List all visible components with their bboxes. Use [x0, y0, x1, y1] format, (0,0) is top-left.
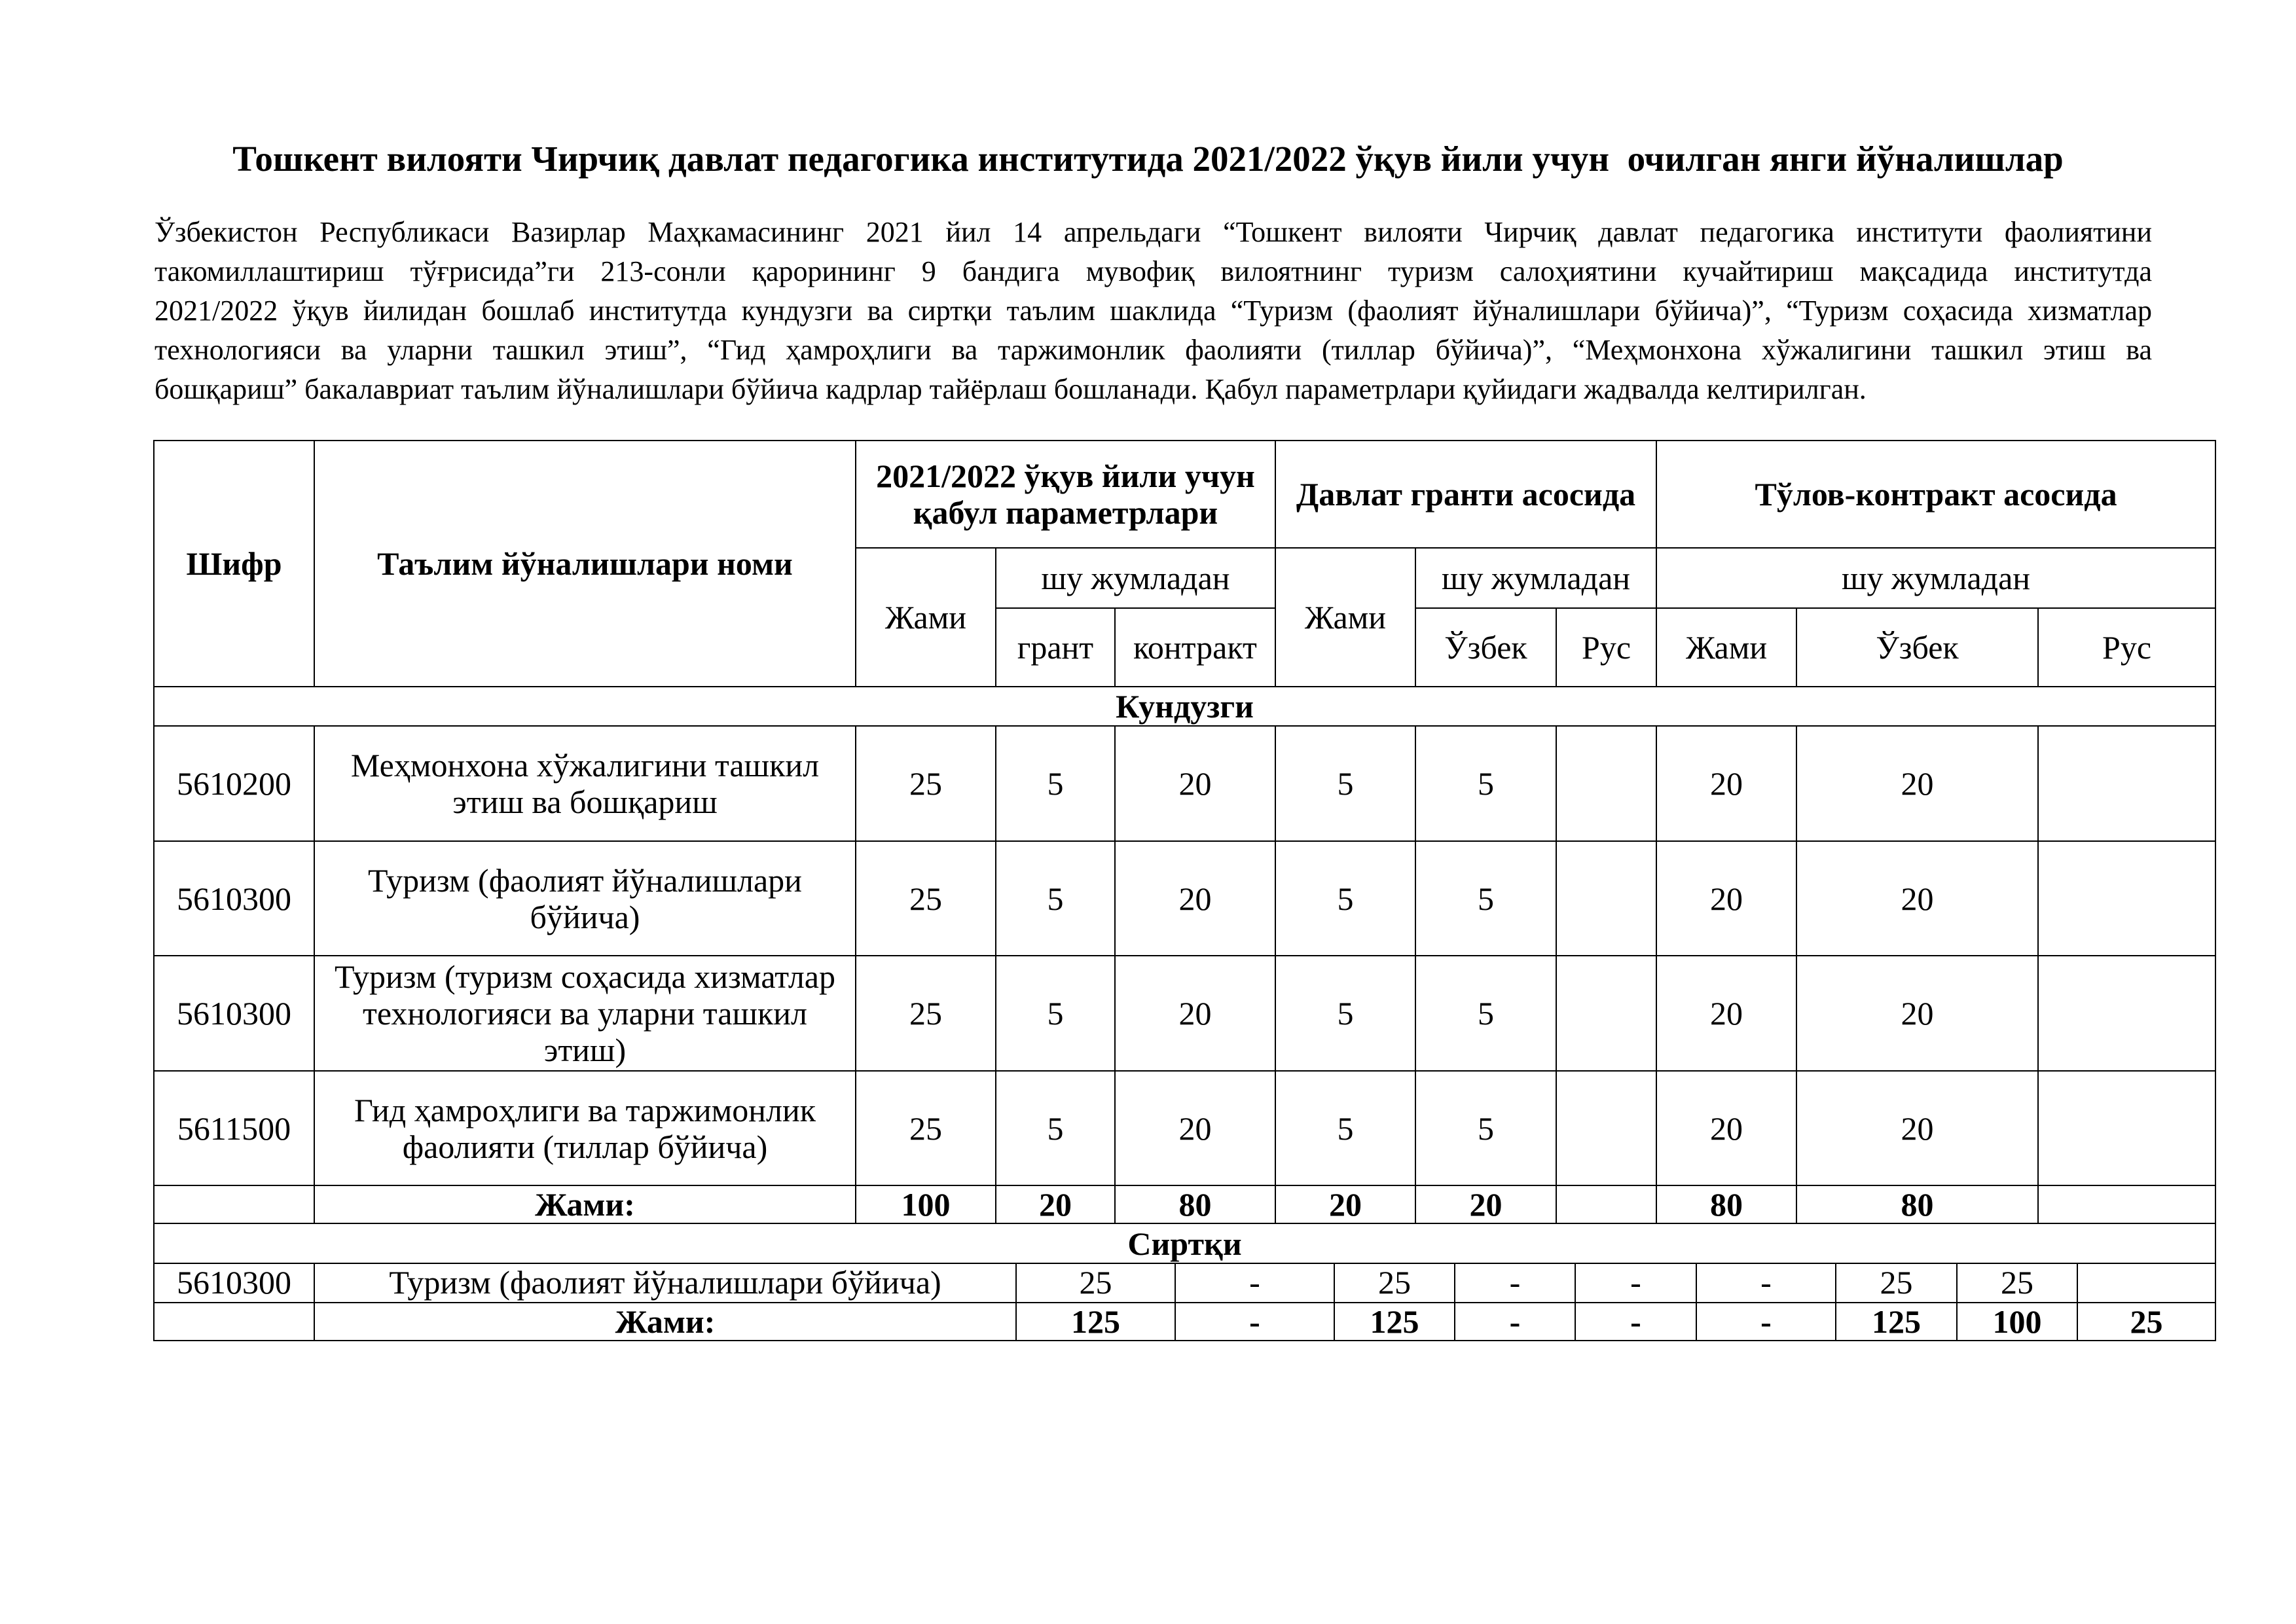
- intro-line: 2021/2022 ўқув йилидан бошлаб институтда кундузги ва сиртқи таълим шаклида “Туризм (фаолият йўналишлари бўйича)”, “Туризм соҳасида хизматлар: [155, 295, 2152, 327]
- admission-grant: 20: [996, 1185, 1115, 1223]
- program-code: 5610300: [154, 841, 314, 956]
- intro-line: бошқариш” бакалавриат таълим йўналишлари бўйича кадрлар тайёрлаш бошланади. Қабул параметрлари қуйидаги жадвалда келтирилган.: [155, 373, 1867, 405]
- table-row: [154, 1263, 2215, 1303]
- state-grant-total: -: [1455, 1303, 1575, 1341]
- contract-russian: [2038, 956, 2215, 1071]
- contract-total: 20: [1656, 1071, 1796, 1185]
- header-contract-total: Жами: [1656, 608, 1796, 687]
- state-grant-uzbek: 5: [1415, 956, 1556, 1071]
- header-admission-including: шу жумладан: [996, 548, 1275, 608]
- program-name: Туризм (фаолият йўналишлари бўйича): [314, 1263, 1016, 1303]
- contract-russian: [2038, 1185, 2215, 1223]
- contract-uzbek: 20: [1796, 1071, 2038, 1185]
- admission-total: 25: [1016, 1263, 1175, 1303]
- total-label: Жами:: [314, 1303, 1016, 1341]
- admission-table: [153, 440, 2216, 1264]
- admission-total: 25: [856, 1071, 996, 1185]
- admission-total: 100: [856, 1185, 996, 1223]
- program-name: Меҳмонхона хўжалигини ташкил этиш ва бошқариш: [314, 726, 856, 841]
- empty-cell: [154, 1185, 314, 1223]
- admission-grant: -: [1175, 1303, 1334, 1341]
- state-grant-russian: [1556, 726, 1656, 841]
- header-admission-line: қабул параметрлари: [913, 494, 1218, 531]
- admission-grant: -: [1175, 1263, 1334, 1303]
- program-name: Гид ҳамроҳлиги ва таржимонлик фаолияти (тиллар бўйича): [314, 1071, 856, 1185]
- state-grant-russian: -: [1696, 1303, 1836, 1341]
- contract-total: 20: [1656, 726, 1796, 841]
- admission-grant: 5: [996, 841, 1115, 956]
- header-code: Шифр: [154, 441, 314, 687]
- total-row: [154, 1303, 2215, 1341]
- header-admission-line: 2021/2022 ўқув йили учун: [876, 458, 1255, 494]
- state-grant-russian: [1556, 1185, 1656, 1223]
- contract-total: 125: [1836, 1303, 1957, 1341]
- admission-grant: 5: [996, 1071, 1115, 1185]
- document-title: Тошкент вилояти Чирчиқ давлат педагогика институтида 2021/2022 ўқув йили учун очилган янги йўналишлар: [232, 139, 2064, 179]
- table-row: [154, 956, 2215, 1071]
- header-contract-including: шу жумладан: [1656, 548, 2215, 608]
- header-contract-uzbek: Ўзбек: [1796, 608, 2038, 687]
- admission-contract: 20: [1115, 956, 1275, 1071]
- header-admission-parameters: [856, 441, 1275, 548]
- admission-contract: 125: [1334, 1303, 1455, 1341]
- section-correspondence-label: Сиртқи: [154, 1223, 2215, 1263]
- table-row: [154, 726, 2215, 841]
- state-grant-russian: [1556, 841, 1656, 956]
- header-program-name: Таълим йўналишлари номи: [314, 441, 856, 687]
- header-state-grant-russian: Рус: [1556, 608, 1656, 687]
- header-state-grant-uzbek: Ўзбек: [1415, 608, 1556, 687]
- state-grant-uzbek: 5: [1415, 1071, 1556, 1185]
- header-paid-contract: Тўлов-контракт асосида: [1656, 441, 2215, 548]
- admission-contract: 20: [1115, 1071, 1275, 1185]
- state-grant-total: 5: [1275, 841, 1415, 956]
- empty-cell: [154, 1303, 314, 1341]
- state-grant-total: -: [1455, 1263, 1575, 1303]
- state-grant-uzbek: -: [1575, 1303, 1696, 1341]
- contract-russian: [2038, 726, 2215, 841]
- table-row: [154, 1071, 2215, 1185]
- section-row: [154, 687, 2215, 726]
- contract-uzbek: 20: [1796, 726, 2038, 841]
- state-grant-uzbek: -: [1575, 1263, 1696, 1303]
- admission-total: 25: [856, 841, 996, 956]
- contract-russian: [2038, 1071, 2215, 1185]
- contract-uzbek: 20: [1796, 956, 2038, 1071]
- contract-russian: [2077, 1263, 2215, 1303]
- intro-line: Ўзбекистон Республикаси Вазирлар Маҳкамасининг 2021 йил 14 апрельдаги “Тошкент вилояти Чирчиқ давлат педагогика институти фаолиятини: [155, 216, 2152, 248]
- contract-uzbek: 80: [1796, 1185, 2038, 1223]
- correspondence-table: [153, 1263, 2216, 1341]
- state-grant-total: 5: [1275, 1071, 1415, 1185]
- contract-russian: [2038, 841, 2215, 956]
- header-state-grant-including: шу жумладан: [1415, 548, 1656, 608]
- program-code: 5610200: [154, 726, 314, 841]
- admission-contract: 25: [1334, 1263, 1455, 1303]
- header-grant: грант: [996, 608, 1115, 687]
- state-grant-uzbek: 5: [1415, 726, 1556, 841]
- state-grant-uzbek: 5: [1415, 841, 1556, 956]
- contract-uzbek: 20: [1796, 841, 2038, 956]
- state-grant-russian: [1556, 956, 1656, 1071]
- contract-total: 80: [1656, 1185, 1796, 1223]
- contract-russian: 25: [2077, 1303, 2215, 1341]
- header-row: [154, 441, 2215, 548]
- state-grant-total: 5: [1275, 726, 1415, 841]
- admission-contract: 20: [1115, 726, 1275, 841]
- contract-total: 20: [1656, 956, 1796, 1071]
- admission-contract: 20: [1115, 841, 1275, 956]
- total-label: Жами:: [314, 1185, 856, 1223]
- admission-contract: 80: [1115, 1185, 1275, 1223]
- header-contract-russian: Рус: [2038, 608, 2215, 687]
- header-state-grant: Давлат гранти асосида: [1275, 441, 1656, 548]
- state-grant-russian: -: [1696, 1263, 1836, 1303]
- admission-grant: 5: [996, 956, 1115, 1071]
- program-code: 5611500: [154, 1071, 314, 1185]
- admission-total: 125: [1016, 1303, 1175, 1341]
- intro-paragraph: [155, 213, 2152, 409]
- state-grant-russian: [1556, 1071, 1656, 1185]
- total-row: [154, 1185, 2215, 1223]
- admission-grant: 5: [996, 726, 1115, 841]
- state-grant-uzbek: 20: [1415, 1185, 1556, 1223]
- table-row: [154, 841, 2215, 956]
- header-contract: контракт: [1115, 608, 1275, 687]
- contract-uzbek: 25: [1957, 1263, 2077, 1303]
- header-state-grant-total: Жами: [1275, 548, 1415, 687]
- contract-uzbek: 100: [1957, 1303, 2077, 1341]
- contract-total: 25: [1836, 1263, 1957, 1303]
- header-admission-total: Жами: [856, 548, 996, 687]
- section-row: [154, 1223, 2215, 1263]
- program-code: 5610300: [154, 1263, 314, 1303]
- section-daytime-label: Кундузги: [154, 687, 2215, 726]
- admission-total: 25: [856, 956, 996, 1071]
- program-name: Туризм (фаолият йўналишлари бўйича): [314, 841, 856, 956]
- program-code: 5610300: [154, 956, 314, 1071]
- program-name: Туризм (туризм соҳасида хизматлар технологияси ва уларни ташкил этиш): [314, 956, 856, 1071]
- admission-total: 25: [856, 726, 996, 841]
- contract-total: 20: [1656, 841, 1796, 956]
- intro-line: технологияси ва уларни ташкил этиш”, “Гид ҳамроҳлиги ва таржимонлик фаолияти (тиллар бўйича)”, “Меҳмонхона хўжалигини ташкил этиш ва: [155, 334, 2152, 366]
- state-grant-total: 20: [1275, 1185, 1415, 1223]
- state-grant-total: 5: [1275, 956, 1415, 1071]
- intro-line: такомиллаштириш тўғрисида”ги 213-сонли қарорининг 9 бандига мувофиқ вилоятнинг туризм салоҳиятини кучайтириш мақсадида институтда: [155, 255, 2152, 287]
